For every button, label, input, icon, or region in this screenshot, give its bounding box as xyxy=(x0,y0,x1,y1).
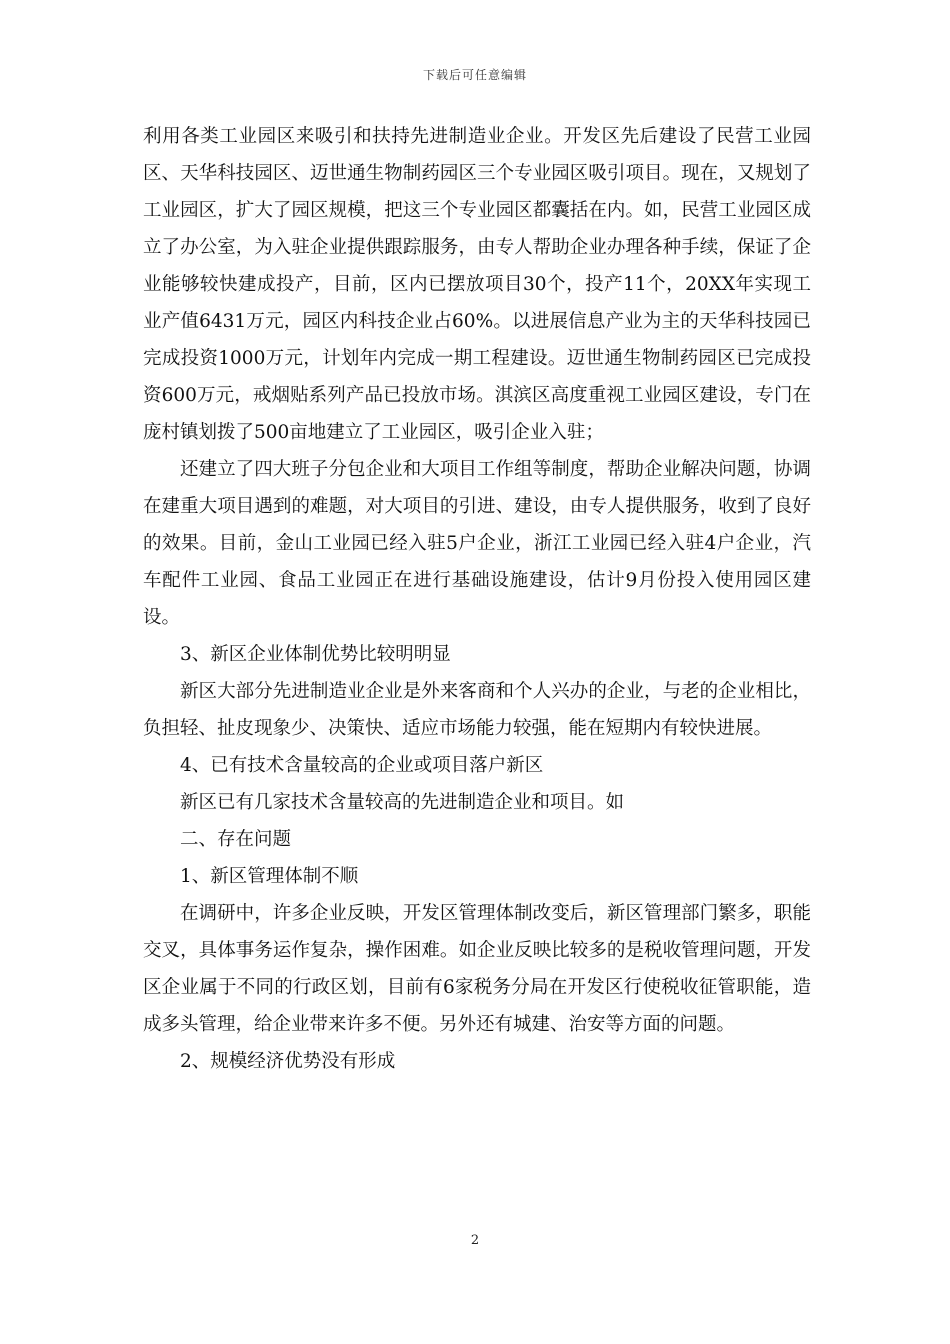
page-header-note: 下载后可任意编辑 xyxy=(422,68,527,82)
heading-management-system: 1、新区管理体制不顺 xyxy=(180,866,359,887)
document-body xyxy=(143,118,811,1080)
paragraph-institutional-advantage: 新区大部分先进制造业企业是外来客商和个人兴办的企业，与老的企业相比，负担轻、扯皮现象少、决策快、适应市场能力较强，能在短期内有较快进展。 xyxy=(143,681,811,739)
page-number: 2 xyxy=(470,1233,480,1248)
section-heading-problems: 二、存在问题 xyxy=(180,829,292,850)
heading-scale-economy: 2、规模经济优势没有形成 xyxy=(180,1051,396,1072)
paragraph-tech-enterprises: 新区已有几家技术含量较高的先进制造企业和项目。如 xyxy=(180,792,625,813)
heading-tech-enterprises: 4、已有技术含量较高的企业或项目落户新区 xyxy=(180,755,544,776)
heading-institutional-advantage: 3、新区企业体制优势比较明明显 xyxy=(180,644,451,665)
paragraph-leadership-system: 还建立了四大班子分包企业和大项目工作组等制度，帮助企业解决问题，协调在建重大项目遇到的难题，对大项目的引进、建设，由专人提供服务，收到了良好的效果。目前，金山工业园已经入驻5户企业，浙江工业园已经入驻4户企业，汽车配件工业园、食品工业园正在进行基础设施建设，估计9月份投入使用园区建设。 xyxy=(143,459,811,628)
paragraph-management-system: 在调研中，许多企业反映，开发区管理体制改变后，新区管理部门繁多，职能交叉，具体事务运作复杂，操作困难。如企业反映比较多的是税收管理问题，开发区企业属于不同的行政区划，目前有6家税务分局在开发区行使税收征管职能，造成多头管理，给企业带来许多不便。另外还有城建、治安等方面的问题。 xyxy=(143,903,811,1035)
paragraph-industrial-parks: 利用各类工业园区来吸引和扶持先进制造业企业。开发区先后建设了民营工业园区、天华科技园区、迈世通生物制药园区三个专业园区吸引项目。现在，又规划了工业园区，扩大了园区规模，把这三个专业园区都囊括在内。如，民营工业园区成立了办公室，为入驻企业提供跟踪服务，由专人帮助企业办理各种手续，保证了企业能够较快建成投产，目前，区内已摆放项目30个，投产11个，20XX年实现工业产值6431万元，园区内科技企业占60%。以进展信息产业为主的天华科技园已完成投资1000万元，计划年内完成一期工程建设。迈世通生物制药园区已完成投资600万元，戒烟贴系列产品已投放市场。淇滨区高度重视工业园区建设，专门在庞村镇划拨了500亩地建立了工业园区，吸引企业入驻； xyxy=(143,126,811,443)
